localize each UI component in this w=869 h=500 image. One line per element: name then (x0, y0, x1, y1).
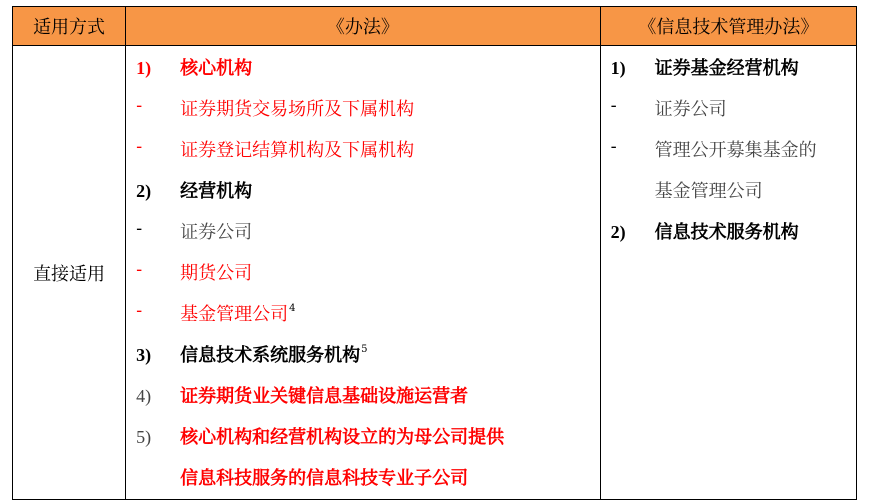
header-banfa: 《办法》 (126, 7, 601, 46)
list-item (126, 253, 600, 294)
list-item (126, 294, 600, 335)
list-item (601, 130, 856, 171)
category-cell: 直接适用 (13, 46, 126, 500)
list-text: 管理公开募集基金的 (654, 140, 817, 161)
list-marker: 1) (136, 58, 152, 78)
header-applicability: 适用方式 (13, 7, 126, 46)
list-marker: 1) (610, 58, 626, 78)
list-text: 核心机构和经营机构设立的为母公司提供 (180, 427, 505, 448)
list-item (126, 417, 600, 458)
list-text: 证券公司 (654, 99, 727, 120)
comparison-table (12, 6, 857, 500)
footnote-marker: 5 (361, 344, 368, 355)
list-item (126, 130, 600, 171)
list-marker: - (136, 300, 143, 321)
direct-apply-row (13, 46, 857, 500)
list-marker: - (610, 136, 617, 157)
list-text: 证券期货交易场所及下属机构 (180, 99, 415, 120)
list-text: 经营机构 (180, 181, 253, 202)
list-item (601, 212, 856, 253)
list-marker: 4) (136, 386, 152, 406)
header-row (13, 7, 857, 46)
header-it-banfa: 《信息技术管理办法》 (600, 7, 856, 46)
list-text: 信息技术服务机构 (654, 222, 799, 243)
list-item (126, 171, 600, 212)
banfa-cell (126, 46, 601, 500)
it-banfa-cell (600, 46, 856, 500)
list-text: 信息技术系统服务机构 (180, 345, 361, 366)
list-marker: - (610, 95, 617, 116)
list-text-group (180, 294, 295, 335)
list-text-group (180, 335, 367, 376)
list-text: 证券期货业关键信息基础设施运营者 (180, 386, 469, 407)
list-item (126, 48, 600, 89)
list-text: 证券登记结算机构及下属机构 (180, 140, 415, 161)
list-marker: - (136, 95, 143, 116)
list-text: 证券基金经营机构 (654, 58, 799, 79)
list-marker: 2) (610, 222, 626, 242)
list-text: 信息科技服务的信息科技专业子公司 (180, 468, 469, 489)
list-item (601, 171, 856, 212)
list-marker: 2) (136, 181, 152, 201)
list-marker: - (136, 218, 143, 239)
list-item (126, 89, 600, 130)
list-marker: - (136, 136, 143, 157)
list-text: 基金管理公司 (654, 181, 763, 202)
list-item (601, 48, 856, 89)
footnote-marker: 4 (289, 303, 296, 314)
list-text: 核心机构 (180, 58, 253, 79)
list-item (126, 212, 600, 253)
list-text: 基金管理公司 (180, 304, 289, 325)
list-text: 证券公司 (180, 222, 253, 243)
list-item (126, 376, 600, 417)
list-item (126, 458, 600, 499)
list-item (601, 89, 856, 130)
list-marker: 5) (136, 427, 152, 447)
list-text: 期货公司 (180, 263, 253, 284)
list-item (126, 335, 600, 376)
list-marker: 3) (136, 345, 152, 365)
list-marker: - (136, 259, 143, 280)
